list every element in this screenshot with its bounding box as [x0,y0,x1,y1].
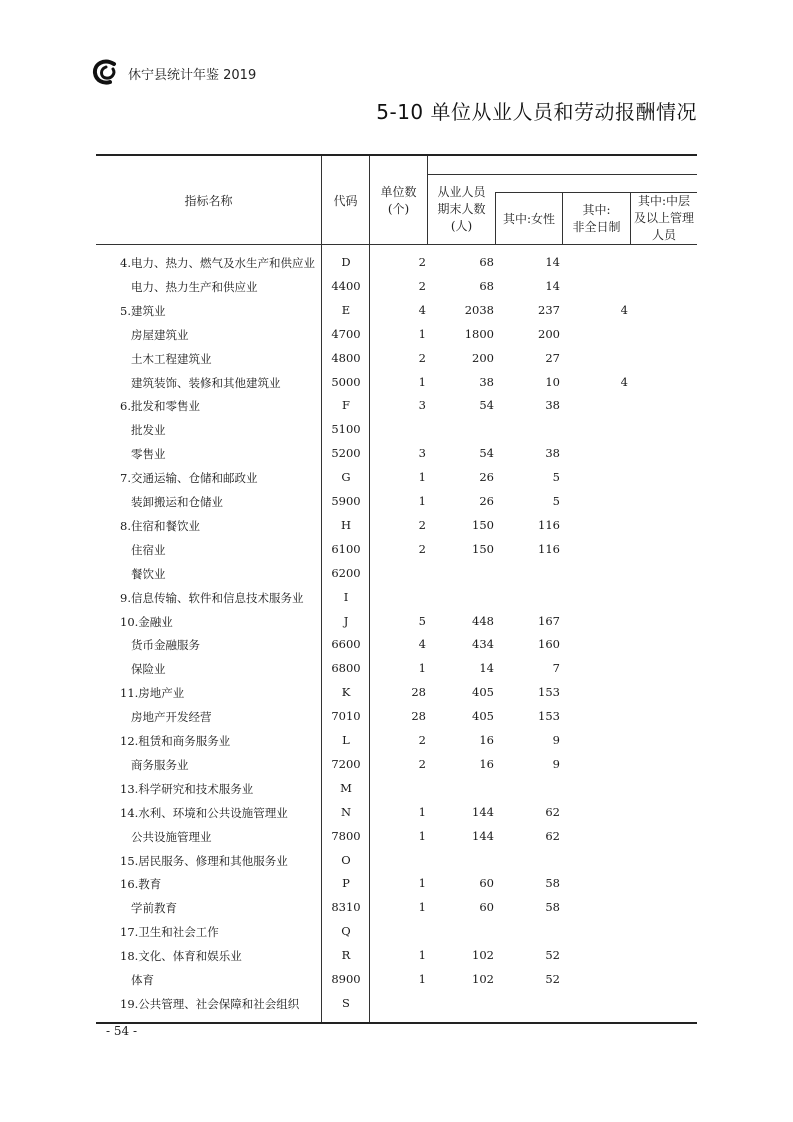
table-row [96,777,697,801]
table-row [96,920,697,944]
table-top-rule [96,154,697,156]
row-indicator-name: 批发业 [131,423,166,438]
yearbook-logo-icon [92,58,122,86]
row-employees: 2038 [464,302,494,317]
row-code: G [341,470,351,485]
row-indicator-name: 16.教育 [120,877,162,892]
row-indicator-name: 土木工程建筑业 [131,351,212,366]
page-number: - 54 - [106,1024,138,1038]
row-unit-count: 1 [418,661,426,676]
header-managers-line1: 其中:中层 [637,194,691,208]
row-indicator-name: 餐饮业 [131,566,166,581]
table-row [96,251,697,275]
row-unit-count: 1 [418,374,426,389]
table-row [96,538,697,562]
table-row [96,801,697,825]
header-units-line1: 单位数 [380,185,417,199]
table-row [96,371,697,395]
row-indicator-name: 17.卫生和社会工作 [120,925,219,940]
row-code: 7010 [331,709,361,724]
row-indicator-name: 零售业 [131,447,166,462]
row-female: 10 [545,374,560,389]
row-female: 58 [545,900,560,915]
row-parttime: 4 [620,302,628,317]
row-employees: 14 [479,661,494,676]
row-indicator-name: 9.信息传输、软件和信息技术服务业 [120,590,304,605]
row-unit-count: 2 [418,733,426,747]
row-unit-count: 2 [418,350,426,365]
row-employees: 68 [479,278,494,293]
table-row [96,657,697,681]
row-employees: 1800 [464,326,494,341]
row-code: 4800 [331,350,361,365]
row-unit-count: 1 [418,972,426,986]
row-code: 7200 [331,756,361,771]
row-female: 116 [538,517,560,532]
row-unit-count: 2 [418,255,426,269]
row-indicator-name: 5.建筑业 [120,303,166,318]
row-code: P [342,876,350,891]
row-indicator-name: 商务服务业 [131,757,189,772]
row-female: 7 [552,661,560,676]
page-title: 5-10 单位从业人员和劳动报酬情况 [376,100,697,124]
row-employees: 60 [479,876,494,891]
header-employees-line3: (人) [450,219,473,233]
row-indicator-name: 6.批发和零售业 [120,399,200,414]
header-indicator-name: 指标名称 [184,194,233,208]
row-female: 5 [552,470,560,485]
row-code: S [342,995,350,1010]
row-indicator-name: 电力、热力生产和供应业 [131,279,258,294]
table-row [96,705,697,729]
row-code: R [341,948,351,963]
header-employees [428,184,495,235]
header-parttime-line2: 非全日制 [572,220,621,234]
row-female: 237 [538,302,560,317]
row-indicator-name: 10.金融业 [120,614,173,629]
table-row [96,992,697,1016]
row-female: 62 [545,804,560,819]
row-employees: 434 [472,637,494,652]
row-employees: 448 [472,613,494,628]
row-unit-count: 1 [418,470,426,485]
row-employees: 405 [472,685,494,700]
row-unit-count: 1 [418,804,426,819]
row-unit-count: 2 [418,517,426,532]
row-indicator-name: 14.水利、环境和公共设施管理业 [120,805,288,820]
row-female: 38 [545,398,560,413]
row-indicator-name: 13.科学研究和技术服务业 [120,781,254,796]
row-female: 9 [552,733,560,747]
header-bottom-rule [96,244,697,245]
table-row [96,944,697,968]
row-employees: 200 [472,350,494,365]
row-female: 52 [545,972,560,986]
table-row [96,299,697,323]
row-unit-count: 5 [418,613,426,628]
row-female: 200 [538,326,560,341]
row-unit-count: 1 [418,876,426,891]
row-code: M [340,780,352,795]
row-indicator-name: 学前教育 [131,901,177,916]
row-employees: 54 [479,398,494,413]
row-code: 5200 [331,446,361,461]
row-unit-count: 2 [418,541,426,556]
table-row [96,466,697,490]
header-subrule [427,174,697,175]
row-code: 8310 [331,900,361,915]
row-code: 5000 [331,374,361,389]
row-code: Q [341,924,351,939]
row-parttime: 4 [620,374,628,389]
row-code: D [341,255,351,269]
row-unit-count: 3 [418,398,426,413]
row-employees: 26 [479,470,494,485]
header-units [370,184,427,218]
table-row [96,442,697,466]
table-row [96,872,697,896]
row-female: 153 [538,685,560,700]
row-unit-count: 1 [418,900,426,915]
table-row [96,753,697,777]
row-code: H [340,517,352,532]
row-unit-count: 2 [418,278,426,293]
row-indicator-name: 公共设施管理业 [131,829,212,844]
row-indicator-name: 7.交通运输、仓储和邮政业 [120,471,258,486]
row-female: 14 [545,255,560,269]
row-female: 14 [545,278,560,293]
row-unit-count: 4 [418,637,426,652]
row-indicator-name: 住宿业 [131,542,166,557]
row-employees: 26 [479,494,494,508]
row-employees: 54 [479,446,494,461]
row-indicator-name: 体育 [131,973,154,987]
row-unit-count: 1 [418,326,426,341]
row-indicator-name: 货币金融服务 [131,638,200,653]
table-row [96,968,697,992]
table-row [96,825,697,849]
row-employees: 16 [479,756,494,771]
row-indicator-name: 房地产开发经营 [131,710,212,725]
header-parttime-line1: 其中: [582,203,611,217]
header-code: 代码 [333,194,358,208]
row-code: F [342,398,350,413]
row-female: 167 [538,613,560,628]
row-indicator-name: 房屋建筑业 [131,327,189,342]
row-code: 7800 [331,828,361,843]
table-row [96,347,697,371]
row-unit-count: 1 [418,828,426,843]
table-row [96,633,697,657]
row-code: I [343,589,349,604]
row-employees: 38 [479,374,494,389]
row-indicator-name: 15.居民服务、修理和其他服务业 [120,853,288,868]
row-employees: 144 [472,804,494,819]
row-employees: 102 [472,972,494,986]
yearbook-brand: 休宁县统计年鉴 2019 [128,68,257,83]
header-female: 其中:女性 [502,212,556,226]
row-female: 38 [545,446,560,461]
header-managers-line3: 人员 [651,228,676,242]
row-code: 5900 [331,494,361,508]
row-indicator-name: 19.公共管理、社会保障和社会组织 [120,996,300,1011]
row-unit-count: 1 [418,494,426,508]
row-employees: 68 [479,255,494,269]
row-indicator-name: 装卸搬运和仓储业 [131,495,223,509]
row-code: J [343,613,349,628]
row-indicator-name: 建筑装饰、装修和其他建筑业 [131,375,281,390]
row-code: 4400 [331,278,361,293]
row-female: 62 [545,828,560,843]
row-indicator-name: 12.租赁和商务服务业 [120,734,231,748]
row-employees: 144 [472,828,494,843]
row-employees: 150 [472,517,494,532]
table-row [96,681,697,705]
row-female: 153 [538,709,560,724]
row-female: 27 [545,350,560,365]
row-unit-count: 28 [411,685,426,700]
row-unit-count: 28 [411,709,426,724]
row-female: 116 [538,541,560,556]
table-row [96,562,697,586]
row-indicator-name: 11.房地产业 [120,686,185,701]
row-indicator-name: 保险业 [131,662,166,677]
table-row [96,586,697,610]
row-code: K [341,685,351,700]
table-bottom-rule [96,1022,697,1024]
table-row [96,490,697,514]
row-unit-count: 3 [418,446,426,461]
row-female: 5 [552,494,560,508]
table-row [96,275,697,299]
row-female: 9 [552,756,560,771]
row-code: 6100 [331,541,361,556]
row-indicator-name: 8.住宿和餐饮业 [120,518,200,533]
row-code: 6600 [331,637,361,652]
table-row [96,610,697,634]
header-employees-line1: 从业人员 [437,185,486,199]
row-indicator-name: 18.文化、体育和娱乐业 [120,949,242,964]
row-code: 6200 [331,565,361,580]
row-code: O [341,852,351,867]
row-code: 4700 [331,326,361,341]
header-managers [631,193,697,244]
table-row [96,394,697,418]
row-employees: 405 [472,709,494,724]
row-employees: 60 [479,900,494,915]
row-employees: 16 [479,733,494,747]
row-female: 160 [538,637,560,652]
row-female: 58 [545,876,560,891]
header-employees-line2: 期末人数 [437,202,486,216]
header-units-line2: (个) [387,202,410,216]
row-female: 52 [545,948,560,963]
row-employees: 150 [472,541,494,556]
row-unit-count: 2 [418,756,426,771]
header-managers-line2: 及以上管理 [633,211,694,225]
row-code: L [342,733,350,747]
row-unit-count: 4 [418,302,426,317]
header-parttime [563,202,630,236]
row-employees: 102 [472,948,494,963]
table-row [96,323,697,347]
table-row [96,729,697,753]
row-code: 5100 [331,422,361,437]
row-code: N [340,804,352,819]
row-unit-count: 1 [418,948,426,963]
table-row [96,418,697,442]
table-row [96,514,697,538]
row-code: E [341,302,351,317]
table-row [96,896,697,920]
table-row [96,849,697,873]
row-code: 6800 [331,661,361,676]
row-code: 8900 [331,972,361,986]
row-indicator-name: 4.电力、热力、燃气及水生产和供应业 [120,256,315,270]
